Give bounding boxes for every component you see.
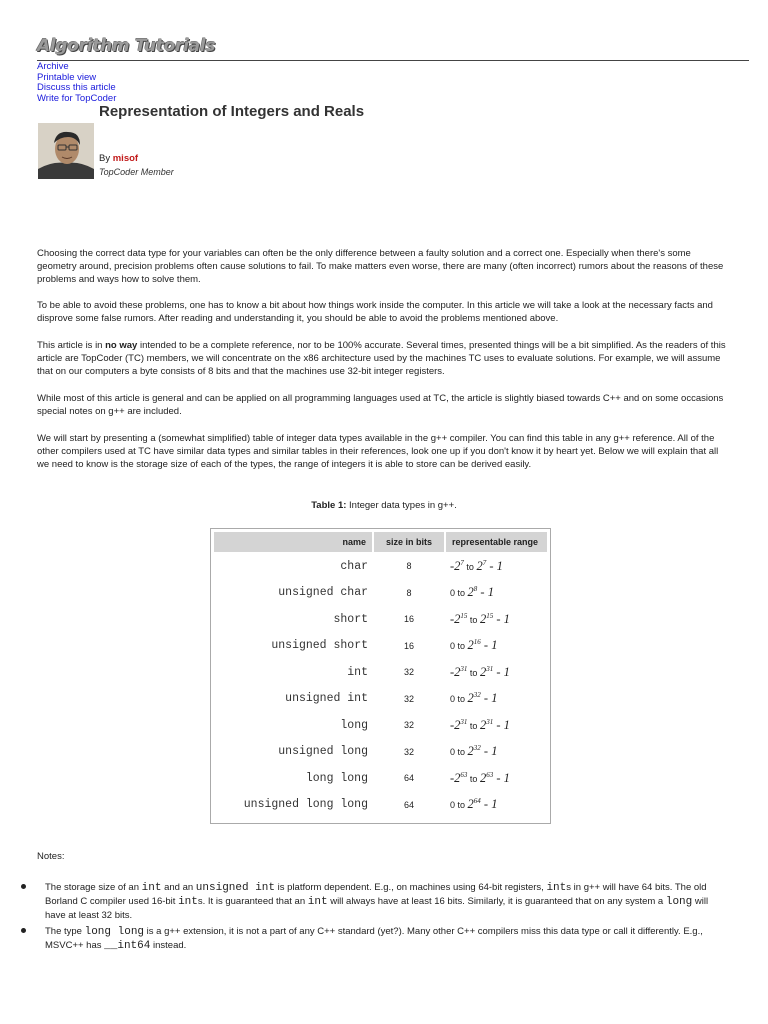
author-byline [99,153,138,164]
range-max-base: 2 [479,664,487,679]
range-min-base: -2 [450,717,461,732]
code-text: int [546,882,567,894]
table-intro-paragraph [37,432,727,471]
range-minus-one: - 1 [480,744,498,759]
range-minus-one: - 1 [493,770,510,785]
range-min: 0 [450,747,456,758]
range-max-exponent: 15 [486,611,494,620]
type-range [446,766,547,791]
range-min [450,665,467,679]
type-range [446,713,547,738]
range-max-base: 2 [467,797,474,812]
range-max-exponent: 32 [473,744,481,753]
integer-types-table-box [210,528,551,824]
range-max-base: 2 [467,744,474,759]
range-max-exponent: 7 [482,558,487,567]
range-min: 0 [450,800,456,811]
range-min [450,559,464,573]
table-row [214,793,547,818]
range-max [480,771,510,785]
range-min [450,612,467,626]
range-min: 0 [450,588,456,599]
header-name: name [214,532,372,552]
scope-paragraph [37,392,727,418]
range-max-exponent: 32 [473,691,481,700]
range-minus-one: - 1 [480,638,498,653]
range-min-base: -2 [450,664,461,679]
table-caption-text: Integer data types in g++. [346,500,457,511]
type-range [446,660,547,685]
range-min [450,771,467,785]
author-link[interactable]: misof [112,153,139,164]
type-name: char [340,559,368,573]
range-min: 0 [450,694,456,705]
table-row [214,713,547,738]
header-divider [37,60,749,61]
type-size: 8 [406,561,412,572]
text-run: We will start by presenting a (somewhat simplified) table of integer data types available in the g++ compiler. You can find this table in any g++ reference. All of the other compilers used at TC have similar data types and similar tables in their references, look one up if you don't know it by heart yet. Below we will explain that all we need to know is the storage size of each of the types, the range of integers it is able to store can be derived easily. [37,433,719,470]
range-to-word: to [467,720,480,731]
type-range [446,581,547,606]
site-logo[interactable]: Algorithm Tutorials [37,36,216,56]
type-size: 32 [403,746,414,757]
context-paragraph [37,299,727,325]
type-name: unsigned int [285,692,368,706]
range-max-exponent: 63 [486,770,494,779]
range-minus-one: - 1 [477,585,494,600]
table-row [214,634,547,659]
table-header-row [214,532,547,552]
table-row [214,740,547,765]
range-min-exponent: 31 [460,664,468,673]
text-run: instead. [150,940,187,951]
range-max [468,797,498,811]
text-run: will have at least 32 bits. [45,896,709,921]
text-run: To be able to avoid these problems, one has to know a bit about how things work inside the computer. In this article we will take a look at the necessary facts and disprove some false rumors. After reading and understanding it, you should be able to avoid the problems mentioned above. [37,300,713,324]
range-max [476,559,502,573]
emphasis-text: no way [105,340,138,351]
range-to-word: to [455,747,468,758]
range-max-base: 2 [467,691,474,706]
range-minus-one: - 1 [493,717,510,732]
range-minus-one: - 1 [493,664,510,679]
text-run: The type [45,926,85,937]
type-size: 32 [403,667,414,678]
text-run: Choosing the correct data type for your variables can often be the only difference between a faulty solution and a correct one. Especially when there's some geometry around, precision problems often cause solutions to fail. To make matters even worse, there are many (often incorrect) rumors about the reasons of these problems and ways how to solve them. [37,248,724,285]
range-max-exponent: 31 [486,664,494,673]
note-item [21,925,721,953]
table-row [214,554,547,579]
range-max-base: 2 [467,638,474,653]
text-run: is a g++ extension, it is not a part of any C++ standard (yet?). Many other C++ compilers miss this data type or call it differently. E.g., MSVC++ has [45,926,703,951]
type-range [446,687,547,712]
range-to-word: to [455,588,468,599]
text-run: will always have at least 16 bits. Similarly, it is guaranteed that on any system a [327,896,666,907]
table-row [214,581,547,606]
range-min-exponent: 15 [460,611,468,620]
type-range [446,634,547,659]
range-to-word: to [455,641,468,652]
type-range [446,793,547,818]
text-run: intended to be a complete reference, nor to be 100% accurate. Several times, presented things will be a bit simplified. As the readers of this article are TopCoder (TC) members, we will concentrate on the x86 architecture used by the machines TC uses to evaluate solutions. For example, we will assume that on our computers a byte consists of 8 bits and that the machines use 32-bit integer registers. [37,340,726,377]
range-max [480,612,510,626]
code-text: long [665,896,693,908]
type-name: unsigned long long [243,798,368,812]
author-role: TopCoder Member [99,167,174,177]
text-run: is platform dependent. E.g., on machines using 64-bit registers, [275,882,547,893]
intro-paragraph [37,247,727,286]
code-text: int [141,882,162,894]
range-max [468,744,498,758]
write-for-topcoder-link[interactable]: Write for TopCoder [37,92,117,104]
text-run: While most of this article is general and can be applied on all programming languages used at TC, the article is slightly biased towards C++ and on some occasions special notes on g++ are included. [37,393,724,417]
range-max [468,585,494,599]
range-max-base: 2 [467,585,474,600]
range-max-exponent: 64 [473,797,481,806]
range-max-base: 2 [479,770,487,785]
type-range [446,554,547,579]
text-run: s. It is guaranteed that an [197,896,308,907]
header-range: representable range [446,532,547,552]
text-run: s in g++ will have 64 bits. The old Borland C compiler used 16-bit [45,882,707,907]
type-name: short [333,612,368,626]
type-size: 8 [406,587,412,598]
range-min-exponent: 7 [460,558,464,567]
range-min-base: -2 [450,611,461,626]
range-to-word: to [455,800,468,811]
bullet-icon [21,928,26,933]
page-title: Representation of Integers and Reals [99,103,365,120]
range-to-word: to [467,614,480,625]
integer-types-table [212,530,549,819]
range-min-exponent: 31 [460,717,468,726]
type-size: 16 [403,640,414,651]
range-max-base: 2 [479,717,487,732]
range-max-exponent: 16 [473,638,481,647]
type-name: unsigned long [278,745,368,759]
code-text: long long [84,926,145,938]
type-range [446,740,547,765]
range-max-base: 2 [479,611,487,626]
range-minus-one: - 1 [480,691,498,706]
table-row [214,660,547,685]
note-text [45,881,721,923]
range-max [468,691,498,705]
range-minus-one: - 1 [486,558,503,573]
article-nav-links [37,62,116,104]
range-minus-one: - 1 [493,611,510,626]
table-caption-label: Table 1: [311,500,347,511]
text-run: This article is in [37,340,106,351]
note-item [21,881,721,923]
type-name: unsigned short [271,639,368,653]
range-min-exponent: 63 [460,770,468,779]
range-max [480,718,510,732]
table-row [214,766,547,791]
author-avatar [38,123,94,179]
range-max-exponent: 8 [473,585,478,594]
type-name: unsigned char [278,586,368,600]
range-min [450,718,467,732]
text-run: and an [161,882,196,893]
type-size: 16 [403,614,414,625]
type-size: 32 [403,720,414,731]
discuss-article-link[interactable]: Discuss this article [37,82,116,93]
type-size: 32 [403,693,414,704]
note-text [45,925,721,953]
type-name: int [347,665,368,679]
type-name: long long [305,771,368,785]
type-name: long [340,718,368,732]
notes-label: Notes: [37,851,65,862]
table-row [214,607,547,632]
range-to-word: to [467,667,480,678]
table-body [214,554,547,817]
type-range [446,607,547,632]
range-min-base: -2 [450,770,461,785]
range-to-word: to [463,561,477,572]
range-max-base: 2 [476,558,483,573]
bullet-icon [21,884,26,889]
range-minus-one: - 1 [480,797,498,812]
range-max [480,665,510,679]
printable-view-link[interactable]: Printable view [37,71,97,83]
by-prefix: By [99,153,111,164]
type-size: 64 [403,773,414,784]
range-max [468,638,498,652]
header-size: size in bits [374,532,444,552]
table-caption [0,500,768,511]
type-size: 64 [403,799,414,810]
text-run: The storage size of an [45,882,142,893]
range-max-exponent: 31 [486,717,494,726]
table-row [214,687,547,712]
archive-link[interactable]: Archive [37,61,69,72]
range-min-base: -2 [450,558,461,573]
code-text: int [178,896,198,908]
range-min: 0 [450,641,456,652]
disclaimer-paragraph [37,339,727,378]
code-text: unsigned int [195,882,276,894]
range-to-word: to [455,694,468,705]
code-text: int [307,896,328,908]
code-text: __int64 [104,940,151,952]
range-to-word: to [467,773,480,784]
